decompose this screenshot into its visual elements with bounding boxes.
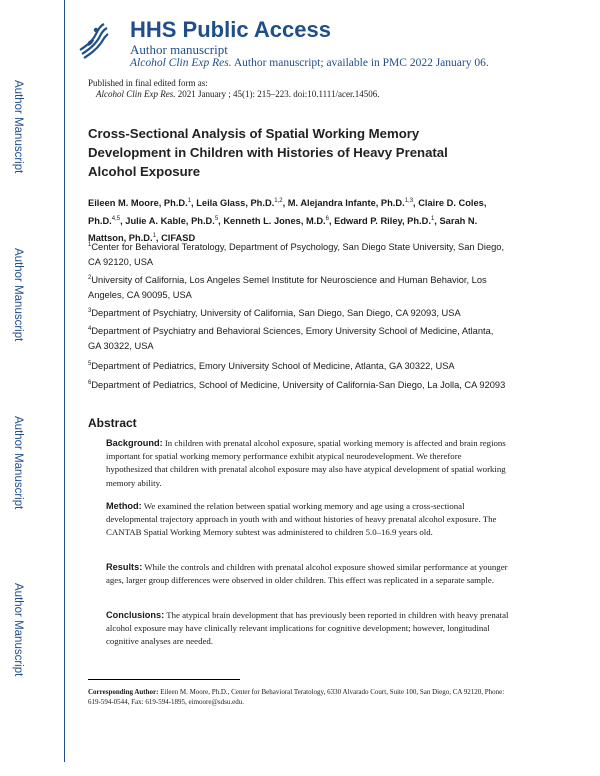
- abstract-results: Results: While the controls and children with prenatal alcohol exposure showed similar performance at younger ages, larger group differences were observed in older children. This effect was replicated in a separate sample.: [106, 562, 508, 586]
- author-affiliation-sup: 1,3: [404, 198, 414, 204]
- citation-line: [96, 89, 379, 99]
- sidebar-label-4: Author Manuscript: [12, 583, 24, 677]
- availability-note: Author manuscript; available in PMC 2022 January 06.: [233, 57, 489, 69]
- sidebar-label-3: Author Manuscript: [12, 416, 24, 510]
- abstract-method: Method: We examined the relation between spatial working memory and age using a cross-sectional developmental trajectory approach in youth with and without histories of heavy prenatal alcohol exposure. The CANTAB Spatial Working Memory subtest was administered to children 5.0–16.9 years old.: [106, 501, 497, 538]
- author-affiliation-sup: 1: [152, 233, 156, 240]
- affiliation-1: $^1$Center for Behavioral Teratology, Department of Psychology, San Diego State University, San Diego, CA 92120, USA: [88, 242, 505, 267]
- citation-details: 2021 January ; 45(1): 215–223. doi:10.1111/acer.14506.: [177, 89, 380, 99]
- author-name: Eileen M. Moore, Ph.D.: [88, 198, 188, 209]
- sidebar-rule: [64, 0, 65, 762]
- author-affiliation-sup: 1,2: [274, 198, 283, 204]
- paper-title: Cross-Sectional Analysis of Spatial Working Memory Development in Children with Histories of Heavy Prenatal Alcohol Exposure: [88, 126, 448, 179]
- corresponding-author-footnote: Corresponding Author: Eileen M. Moore, Ph.D., Center for Behavioral Teratology, 6330 Alvarado Court, Suite 100, San Diego, CA 92120, Phone: 619-594-0544, Fax: 619-594-1895, eimoore@sdsu.edu.: [88, 688, 505, 706]
- author-name: Edward P. Riley, Ph.D.: [334, 215, 431, 226]
- affiliation-5: $^5$Department of Pediatrics, Emory University School of Medicine, Atlanta, GA 30322, USA: [88, 361, 455, 372]
- published-label: Published in final edited form as:: [88, 78, 208, 88]
- affiliation-4: $^4$Department of Psychiatry and Behavioral Sciences, Emory University School of Medicine, Atlanta, GA 30322, USA: [88, 326, 494, 351]
- affiliation-6: $^6$Department of Pediatrics, School of Medicine, University of California-San Diego, La Jolla, CA 92093: [88, 380, 506, 391]
- author-manuscript-label: Author manuscript: [130, 42, 228, 57]
- affiliation-3: $^3$Department of Psychiatry, University of California, San Diego, San Diego, CA 92093, USA: [88, 308, 461, 319]
- footnote-rule: [88, 679, 240, 680]
- author-affiliation-sup: 4,5: [111, 215, 121, 222]
- author-name: Sarah N. Mattson, Ph.D.: [88, 215, 478, 244]
- abstract-heading: Abstract: [88, 416, 137, 430]
- author-name: M. Alejandra Infante, Ph.D.: [287, 198, 405, 209]
- author-list: Eileen M. Moore, Ph.D.$^1$, Leila Glass, Ph.D.$^{1,2}$, M. Alejandra Infante, Ph.D.$^{1,3}$, Claire D. Coles, Ph.D.$^{4,5}$, Julie A. Kable, Ph.D.$^5$, Kenneth L. Jones, M.D.$^6$, Edward P. Riley, Ph.D.$^1$, Sarah N. Mattson, Ph.D.$^1$, CIFASD: [88, 198, 487, 244]
- abstract-background: Background: In children with prenatal alcohol exposure, spatial working memory is affected and brain regions important for spatial working memory performance exhibit atypical neurodevelopment. We therefore hypothesized that children with prenatal alcohol exposure may also have atypical development of spatial working memory ability.: [106, 438, 506, 488]
- author-affiliation-sup: 6: [325, 215, 329, 222]
- author-name: Kenneth L. Jones, M.D.: [223, 215, 326, 226]
- abstract-conclusions: Conclusions: The atypical brain development that has previously been reported in children with heavy prenatal alcohol exposure may have clinically relevant implications for cognitive development; however, longitudinal cognitive analyses are needed.: [106, 610, 509, 647]
- author-affiliation-sup: 1: [187, 198, 192, 204]
- author-name: Julie A. Kable, Ph.D.: [125, 215, 215, 226]
- sidebar-label-2: Author Manuscript: [12, 248, 24, 342]
- author-name: CIFASD: [161, 233, 196, 244]
- hhs-eagle-logo-icon: [76, 20, 110, 60]
- author-name: Leila Glass, Ph.D.: [196, 198, 275, 209]
- citation-journal: Alcohol Clin Exp Res.: [96, 89, 176, 99]
- hhs-title: HHS Public Access: [130, 17, 331, 42]
- author-affiliation-sup: 1: [430, 215, 435, 222]
- author-affiliation-sup: 5: [214, 215, 219, 222]
- author-name: Claire D. Coles, Ph.D.: [88, 198, 487, 226]
- affiliation-2: $^2$University of California, Los Angeles Semel Institute for Neuroscience and Human Behavior, Los Angeles, CA 90095, USA: [88, 275, 487, 300]
- sidebar-label-1: Author Manuscript: [12, 80, 24, 174]
- journal-name: Alcohol Clin Exp Res.: [130, 57, 232, 69]
- journal-availability-line: [130, 57, 489, 69]
